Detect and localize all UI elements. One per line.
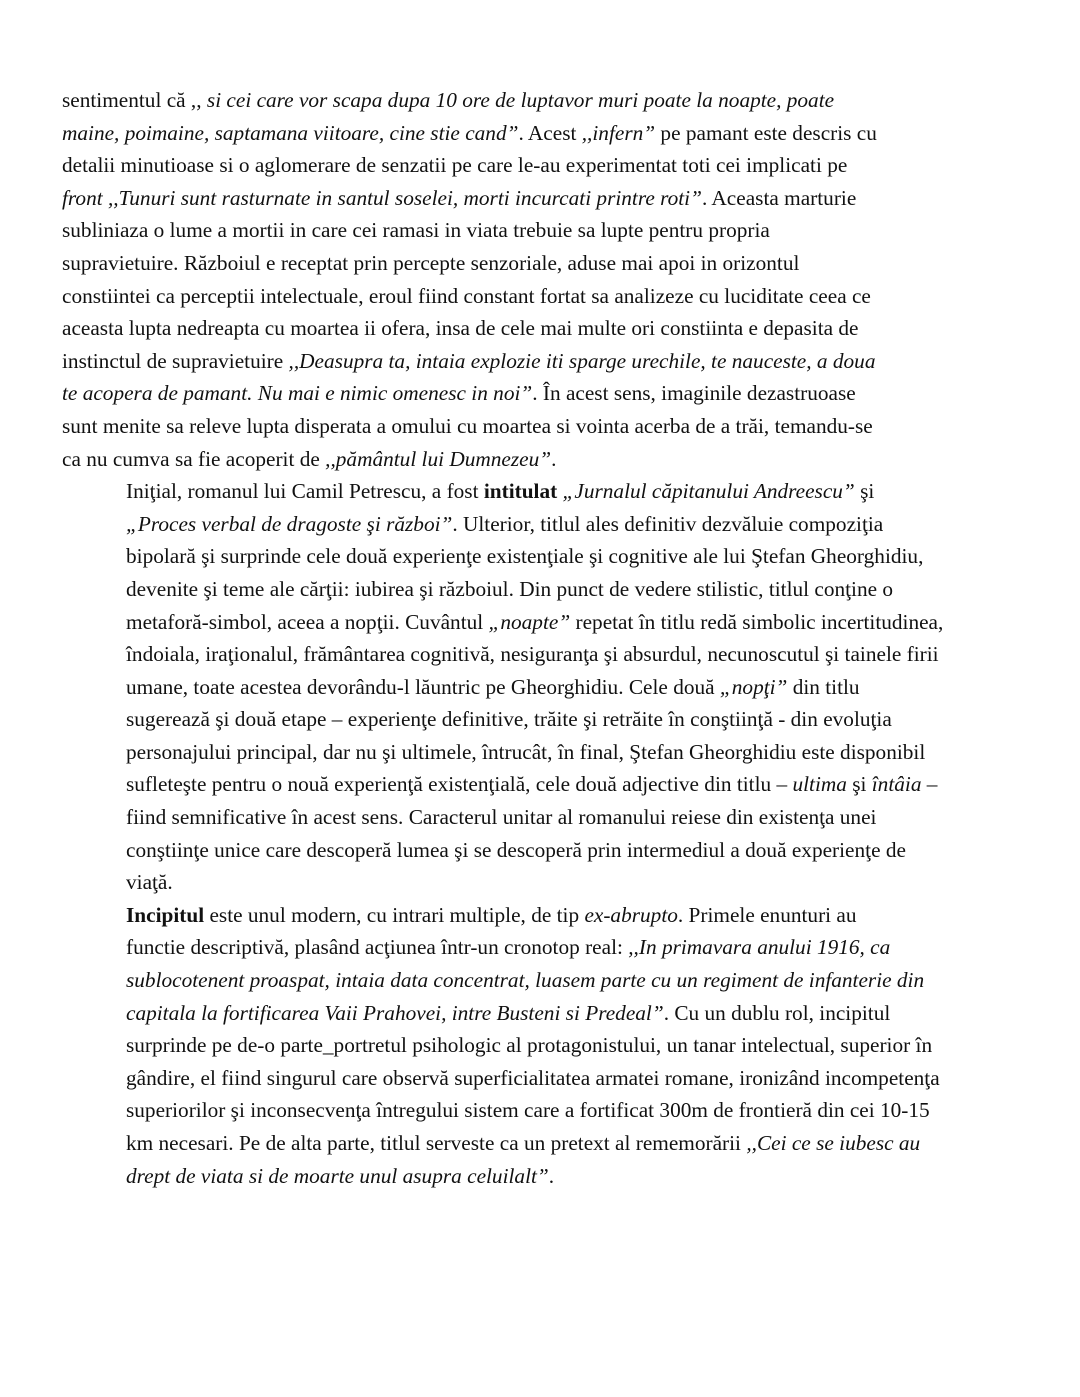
italic-quote: „Jurnalul căpitanului Andreescu” — [562, 479, 855, 504]
text-run: devenite şi teme ale cărţii: iubirea şi războiul. Din punct de vedere stilistic, titlul conţine o — [126, 576, 894, 601]
text-line — [62, 214, 1026, 247]
text-line — [62, 1160, 1026, 1193]
text-run: aceasta lupta nedreapta cu moartea ii ofera, insa de cele mai multe ori constiinta e depasita de — [62, 316, 859, 341]
text-line — [62, 182, 1026, 215]
text-line — [62, 247, 1026, 280]
paragraph-3 — [62, 899, 1026, 1192]
text-run: conştiinţe unice care descoperă lumea şi se descoperă prin intermediul a două experienţe de — [126, 837, 906, 862]
italic-quote: ,,Deasupra ta, intaia explozie iti sparge urechile, te nauceste, a doua — [288, 348, 876, 373]
text-line — [62, 768, 1026, 801]
text-line — [62, 671, 1026, 704]
text-run: . În acest sens, imaginile dezastruoase — [532, 381, 856, 406]
text-run: fiind semnificative în acest sens. Caracterul unitar al romanului reiese din existenţa unei — [126, 805, 877, 830]
text-line — [62, 410, 1026, 443]
text-line — [62, 573, 1026, 606]
text-run: Iniţial, romanul lui Camil Petrescu, a fost — [126, 479, 484, 504]
text-run: . — [551, 446, 557, 471]
italic-quote: întâia — [871, 772, 922, 797]
text-run: superiorilor şi inconsecvenţa întregului sistem care a fortificat 300m de frontieră din cei 10-15 — [126, 1098, 930, 1123]
text-line — [62, 834, 1026, 867]
text-line — [62, 1094, 1026, 1127]
text-line — [62, 997, 1026, 1030]
text-run: ca nu cumva sa fie acoperit de — [62, 446, 326, 471]
text-line — [62, 638, 1026, 671]
text-line — [62, 345, 1026, 378]
text-run: umane, toate acestea devorându-l lăuntric pe Gheorghidiu. Cele două — [126, 674, 720, 699]
italic-quote: ultima — [792, 772, 847, 797]
text-run: este unul modern, cu intrari multiple, de tip — [204, 902, 585, 927]
text-run: bipolară şi surprinde cele două experienţe existenţiale şi cognitive ale lui Ştefan Gheorghidiu, — [126, 544, 924, 569]
text-line — [62, 280, 1026, 313]
text-run: repetat în titlu redă simbolic incertitudinea, — [570, 609, 944, 634]
italic-quote: „nopţi” — [719, 674, 788, 699]
text-line — [62, 736, 1026, 769]
text-run: supravietuire. Războiul e receptat prin percepte senzoriale, aduse mai apoi in orizontul — [62, 250, 800, 275]
text-line — [62, 931, 1026, 964]
text-run: sunt menite sa releve lupta disperata a omului cu moartea si vointa acerba de a trăi, temandu-se — [62, 413, 873, 438]
text-line — [62, 312, 1026, 345]
text-run: metaforă-simbol, aceea a nopţii. Cuvântul — [126, 609, 489, 634]
italic-quote: ,,infern” — [581, 120, 656, 145]
italic-quote: si cei care vor scapa dupa 10 ore de luptavor muri poate la noapte, poate — [206, 88, 835, 112]
text-line — [62, 964, 1026, 997]
text-run: . Acest — [518, 120, 582, 145]
text-line — [62, 1127, 1026, 1160]
text-line — [62, 443, 1026, 476]
text-run: viaţă. — [126, 870, 173, 895]
paragraph-1 — [62, 84, 1026, 475]
document-page — [62, 84, 1026, 1192]
text-run: . — [548, 1163, 555, 1188]
text-line — [62, 801, 1026, 834]
text-line — [62, 540, 1026, 573]
text-run: şi — [846, 772, 872, 797]
italic-quote: „Proces verbal de dragoste şi război” — [126, 511, 453, 536]
text-run: sentimentul că ,, — [62, 88, 207, 112]
text-line — [62, 149, 1026, 182]
bold-text: Incipitul — [126, 902, 205, 927]
text-line — [62, 703, 1026, 736]
italic-quote: maine, poimaine, saptamana viitoare, cine stie cand” — [62, 120, 519, 145]
text-run: îndoiala, iraţionalul, frământarea cognitivă, nesiguranţa şi absurdul, necunoscutul şi tainele firii — [126, 642, 939, 667]
text-run: sugerează şi două etape – experienţe definitive, trăite şi retrăite în conştiinţă - din evoluţia — [126, 707, 892, 732]
text-line — [62, 1062, 1026, 1095]
italic-quote: capitala la fortificarea Vaii Prahovei, intre Busteni si Predeal” — [126, 1000, 664, 1025]
text-run: km necesari. Pe de alta parte, titlul serveste ca un pretext al rememorării — [126, 1131, 747, 1155]
text-line — [62, 899, 1026, 932]
text-run: surprinde pe de-o parte_portretul psihologic al protagonistului, un tanar intelectual, superior în — [126, 1033, 933, 1058]
italic-quote: sublocotenent proaspat, intaia data concentrat, luasem parte cu un regiment de infanterie din — [126, 968, 925, 993]
text-run: subliniaza o lume a mortii in care cei ramasi in viata trebuie sa lupte pentru propria — [62, 218, 770, 243]
text-run: pe pamant este descris cu — [655, 120, 877, 145]
text-run: . Cu un dublu rol, incipitul — [663, 1000, 891, 1025]
text-line — [62, 475, 1026, 508]
text-line — [62, 84, 1026, 117]
italic-quote: „noapte” — [488, 609, 571, 634]
text-line — [62, 606, 1026, 639]
text-run: şi — [854, 479, 875, 504]
text-run: . Aceasta marturie — [701, 185, 857, 210]
text-run: – — [921, 772, 938, 797]
text-run: personajului principal, dar nu şi ultimele, întrucât, în final, Ştefan Gheorghidiu este disponibil — [126, 739, 926, 764]
text-line — [62, 508, 1026, 541]
text-run: . Ulterior, titlul ales definitiv dezvăluie compoziţia — [452, 511, 884, 536]
italic-quote: drept de viata si de moarte unul asupra celuilalt” — [126, 1163, 549, 1188]
text-run: functie descriptivă, plasând acţiunea într-un cronotop real: — [126, 935, 629, 960]
text-run: gândire, el fiind singurul care observă superficialitatea armatei romane, ironizând incompetenţa — [126, 1065, 940, 1090]
text-run: constiintei ca perceptii intelectuale, eroul fiind constant fortat sa analizeze cu luciditate ceea ce — [62, 283, 871, 308]
text-line — [62, 377, 1026, 410]
text-run: din titlu — [787, 674, 860, 699]
text-line — [62, 866, 1026, 899]
italic-quote: ,,In primavara anului 1916, ca — [628, 935, 891, 960]
italic-quote: ,,pământul lui Dumnezeu” — [325, 446, 552, 471]
text-run: sufleteşte pentru o nouă experienţă existenţială, cele două adjective din titlu – — [126, 772, 793, 797]
text-run: detalii minutioase si o aglomerare de senzatii pe care le-au experimentat toti cei implicati pe — [62, 153, 848, 178]
italic-quote: ,,Cei ce se iubesc au — [746, 1131, 921, 1155]
text-run: instinctul de supravietuire — [62, 348, 289, 373]
text-run: . Primele enunturi au — [677, 902, 857, 927]
italic-quote: ex-abrupto — [584, 902, 678, 927]
text-line — [62, 1029, 1026, 1062]
italic-quote: te acopera de pamant. Nu mai e nimic omenesc in noi” — [62, 381, 533, 406]
text-line — [62, 117, 1026, 150]
italic-quote: front ,,Tunuri sunt rasturnate in santul soselei, morti incurcati printre roti” — [62, 185, 702, 210]
bold-text: intitulat — [483, 479, 558, 504]
paragraph-2 — [62, 475, 1026, 899]
